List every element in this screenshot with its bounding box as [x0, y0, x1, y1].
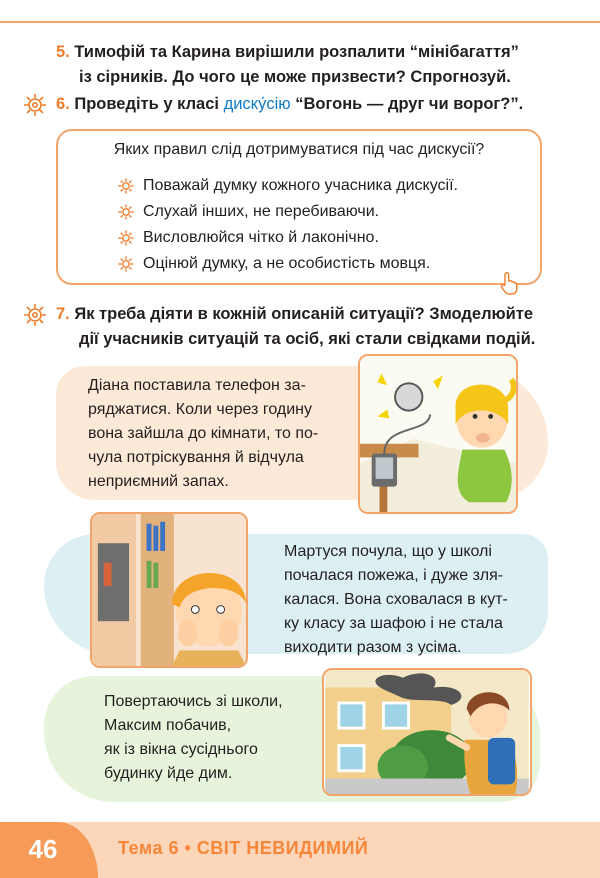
rule-item	[118, 173, 458, 199]
story-line: як із вікна сусіднього	[104, 741, 258, 758]
rule-text: Поважай думку кожного учасника дискусії.	[143, 177, 458, 194]
gear-icon	[22, 92, 48, 118]
pointing-hand-icon	[496, 270, 522, 296]
story-line: будинку йде дим.	[104, 765, 233, 782]
task-7-line-2: дії учасників ситуацій та осіб, які стали свідками подій.	[79, 330, 536, 348]
story-line: калася. Вона сховалася в кут-	[284, 591, 508, 608]
rule-text: Висловлюйся чітко й лаконічно.	[143, 229, 379, 246]
sun-icon	[118, 178, 134, 194]
sun-icon	[118, 230, 134, 246]
discussion-link[interactable]: диску́сію	[223, 95, 291, 113]
rule-text: Оцінюй думку, а не особистість мовця.	[143, 255, 431, 272]
task-7	[56, 302, 535, 352]
task-7-number: 7.	[56, 305, 70, 323]
task-6-text-before: Проведіть у класі	[74, 95, 224, 113]
discussion-rules-box	[56, 129, 542, 285]
story-diana	[88, 374, 318, 494]
story-martusia	[284, 540, 508, 660]
task-6-number: 6.	[56, 95, 70, 113]
sun-icon	[118, 256, 134, 272]
story-line: ряджатися. Коли через годину	[88, 401, 312, 418]
task-5-line-1: Тимофій та Карина вирішили розпалити “мінібагаття”	[74, 43, 519, 61]
story-line: виходити разом з усіма.	[284, 639, 462, 656]
gear-icon	[22, 302, 48, 328]
page-number: 46	[28, 834, 58, 864]
story-line: чула потріскування й відчула	[88, 449, 304, 466]
illustration-phone-charging	[358, 354, 518, 514]
task-7-line-1: Як треба діяти в кожній описаній ситуації? Змоделюйте	[74, 305, 534, 323]
story-line: Максим побачив,	[104, 717, 232, 734]
story-line: Діана поставила телефон за-	[88, 377, 306, 394]
rule-item	[118, 199, 458, 225]
story-maksym	[104, 690, 283, 786]
task-5	[56, 40, 519, 90]
story-line: ку класу за шафою і не стала	[284, 615, 503, 632]
page-footer	[0, 822, 600, 878]
story-line: вона зайшла до кімнати, то по-	[88, 425, 319, 442]
rules-list	[118, 173, 458, 277]
illustration-smoke-from-window	[322, 668, 532, 796]
story-line: Повертаючись зі школи,	[104, 693, 283, 710]
topic-title: Тема 6 • СВІТ НЕВИДИМИЙ	[118, 838, 369, 858]
rule-item	[118, 225, 458, 251]
task-5-line-2: із сірників. До чого це може призвести? Спрогнозуй.	[79, 68, 511, 86]
task-6-text-after: “Вогонь — друг чи ворог?”.	[290, 95, 524, 113]
story-line: почалася пожежа, і дуже зля-	[284, 567, 504, 584]
story-line: Мартуся почула, що у школі	[284, 543, 492, 560]
task-5-number: 5.	[56, 43, 70, 61]
task-6	[56, 92, 523, 117]
rule-item	[118, 251, 458, 277]
sun-icon	[118, 204, 134, 220]
story-line: неприємний запах.	[88, 473, 229, 490]
top-rule	[0, 0, 600, 24]
illustration-scared-girl	[90, 512, 248, 668]
rule-text: Слухай інших, не перебиваючи.	[143, 203, 380, 220]
rules-title: Яких правил слід дотримуватися під час дискусії?	[113, 141, 485, 158]
